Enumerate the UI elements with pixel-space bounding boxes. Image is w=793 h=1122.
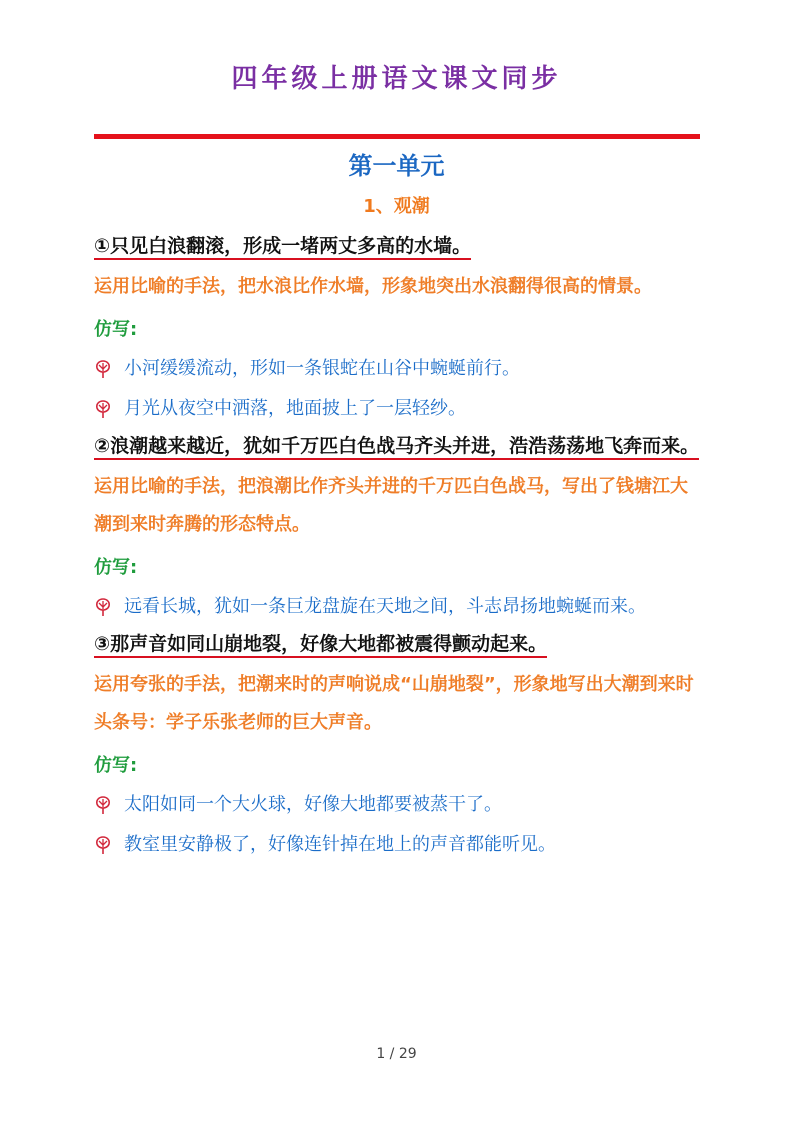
page-number: 1 / 29 [376,1046,417,1062]
sentence-section-3 [94,626,704,864]
key-sentence [94,428,704,464]
key-sentence-text: ①只见白浪翻滚，形成一堵两丈多高的水墙。 [94,235,471,260]
unit-title: 第一单元 [348,152,445,180]
lesson-title: 1、观潮 [363,196,430,217]
example-text: 太阳如同一个大火球，好像大地都要被蒸干了。 [124,794,502,815]
document-title: 四年级上册语文课文同步 [231,64,562,94]
imitate-label: 仿写: [94,319,138,340]
sentence-section-2 [94,428,704,626]
example-item [94,588,704,626]
example-item [94,826,704,864]
analysis-text: 运用比喻的手法，把浪潮比作齐头并进的千万匹白色战马，写出了钱塘江大潮到来时奔腾的形态特点。 [94,476,688,535]
document-content [94,228,704,864]
flower-bullet-icon [94,597,112,617]
example-item [94,350,704,388]
example-text: 教室里安静极了，好像连针掉在地上的声音都能听见。 [124,834,556,855]
imitate-label: 仿写: [94,755,138,776]
key-sentence [94,626,704,662]
flower-bullet-icon [94,399,112,419]
key-sentence [94,228,704,264]
example-item [94,786,704,824]
analysis-text: 运用夸张的手法，把潮来时的声响说成“山崩地裂”，形象地写出大潮到来时头条号：学子乐张老师的巨大声音。 [94,674,694,733]
flower-bullet-icon [94,359,112,379]
key-sentence-text: ②浪潮越来越近，犹如千万匹白色战马齐头并进，浩浩荡荡地飞奔而来。 [94,435,699,460]
key-sentence-text: ③那声音如同山崩地裂，好像大地都被震得颤动起来。 [94,633,547,658]
example-item [94,390,704,428]
flower-bullet-icon [94,795,112,815]
title-divider [94,134,700,139]
analysis-text: 运用比喻的手法，把水浪比作水墙，形象地突出水浪翻得很高的情景。 [94,276,652,297]
example-text: 远看长城，犹如一条巨龙盘旋在天地之间，斗志昂扬地蜿蜒而来。 [124,596,646,617]
example-text: 小河缓缓流动，形如一条银蛇在山谷中蜿蜒前行。 [124,358,520,379]
example-text: 月光从夜空中洒落，地面披上了一层轻纱。 [124,398,466,419]
imitate-label: 仿写: [94,557,138,578]
flower-bullet-icon [94,835,112,855]
sentence-section-1 [94,228,704,428]
